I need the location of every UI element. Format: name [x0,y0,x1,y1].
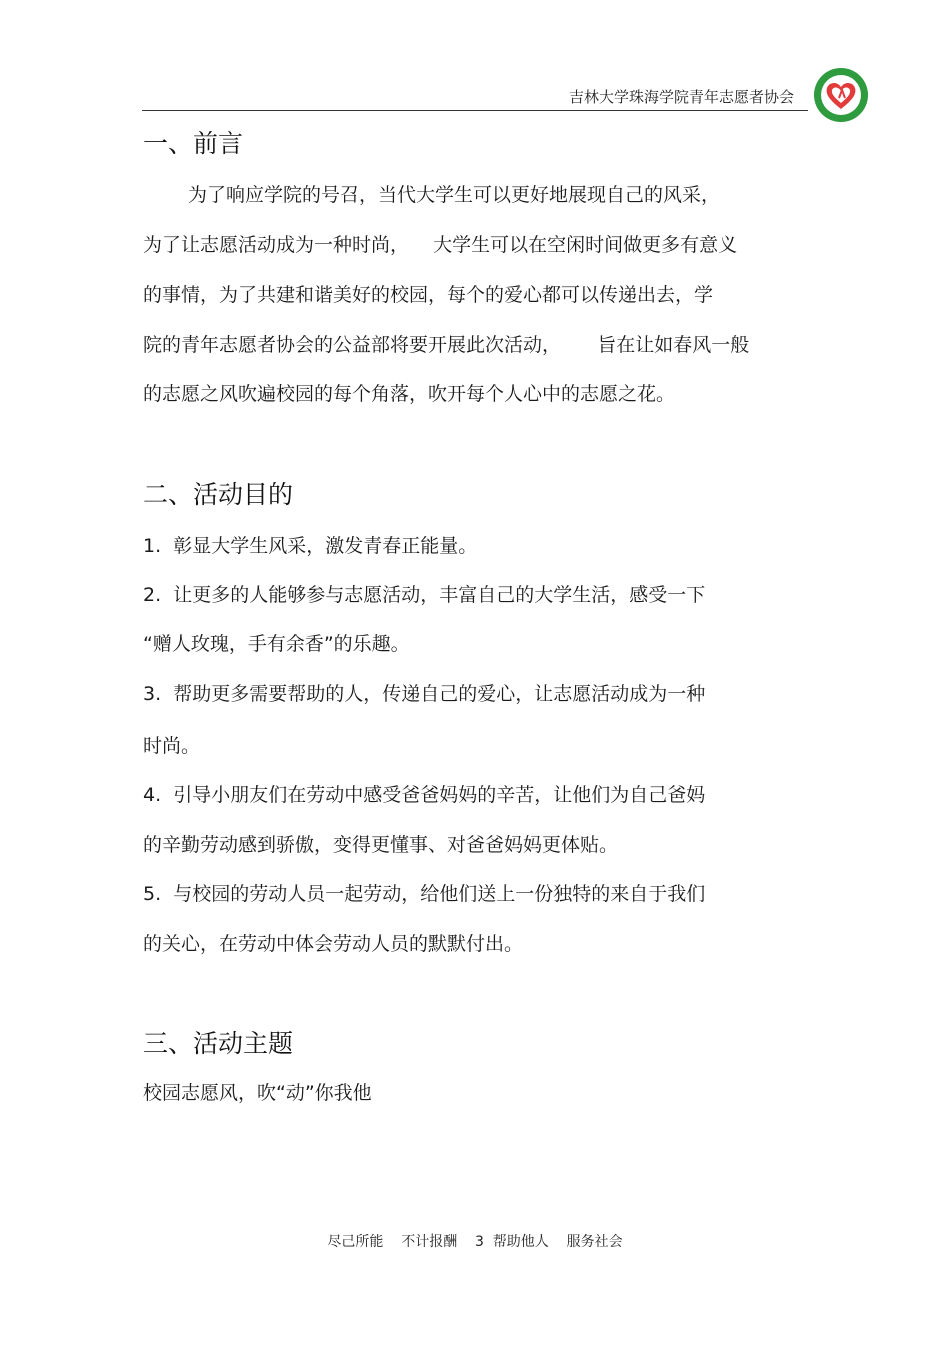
list-item-continuation: “赠人玫瑰，手有余香”的乐趣。 [143,633,410,655]
page-footer: 尽己所能 不计报酬 3 帮助他人 服务社会 [327,1234,623,1250]
volunteer-heart-logo [813,67,869,123]
paragraph-line: 的志愿之风吹遍校园的每个角落，吹开每个人心中的志愿之花。 [143,383,676,405]
paragraph-line: 的事情，为了共建和谐美好的校园，每个的爱心都可以传递出去，学 [143,284,714,306]
theme-text: 校园志愿风，吹“动”你我他 [143,1082,372,1104]
paragraph-line: 为了响应学院的号召，当代大学生可以更好地展现自己的风采， [188,184,721,206]
list-item-continuation: 的辛勤劳动感到骄傲，变得更懂事、对爸爸妈妈更体贴。 [143,834,619,856]
section-title-purpose: 二、活动目的 [143,480,294,509]
list-item-continuation: 时尚。 [143,735,201,757]
header-divider [142,110,808,111]
list-item: 2. 让更多的人能够参与志愿活动，丰富自己的大学生活，感受一下 [143,584,706,606]
paragraph-line: 为了让志愿活动成为一种时尚， 大学生可以在空闲时间做更多有意义 [143,234,738,256]
list-item: 1. 彰显大学生风采，激发青春正能量。 [143,535,478,557]
paragraph-line: 院的青年志愿者协会的公益部将要开展此次活动， 旨在让如春风一般 [143,334,750,356]
section-title-preface: 一、前言 [143,129,244,158]
list-item-continuation: 的关心，在劳动中体会劳动人员的默默付出。 [143,933,524,955]
list-item: 4. 引导小朋友们在劳动中感受爸爸妈妈的辛苦，让他们为自己爸妈 [143,784,706,806]
list-item: 5. 与校园的劳动人员一起劳动，给他们送上一份独特的来自于我们 [143,883,706,905]
list-item: 3. 帮助更多需要帮助的人，传递自己的爱心，让志愿活动成为一种 [143,683,706,705]
section-title-theme: 三、活动主题 [143,1029,294,1058]
organization-name: 吉林大学珠海学院青年志愿者协会 [568,88,794,106]
